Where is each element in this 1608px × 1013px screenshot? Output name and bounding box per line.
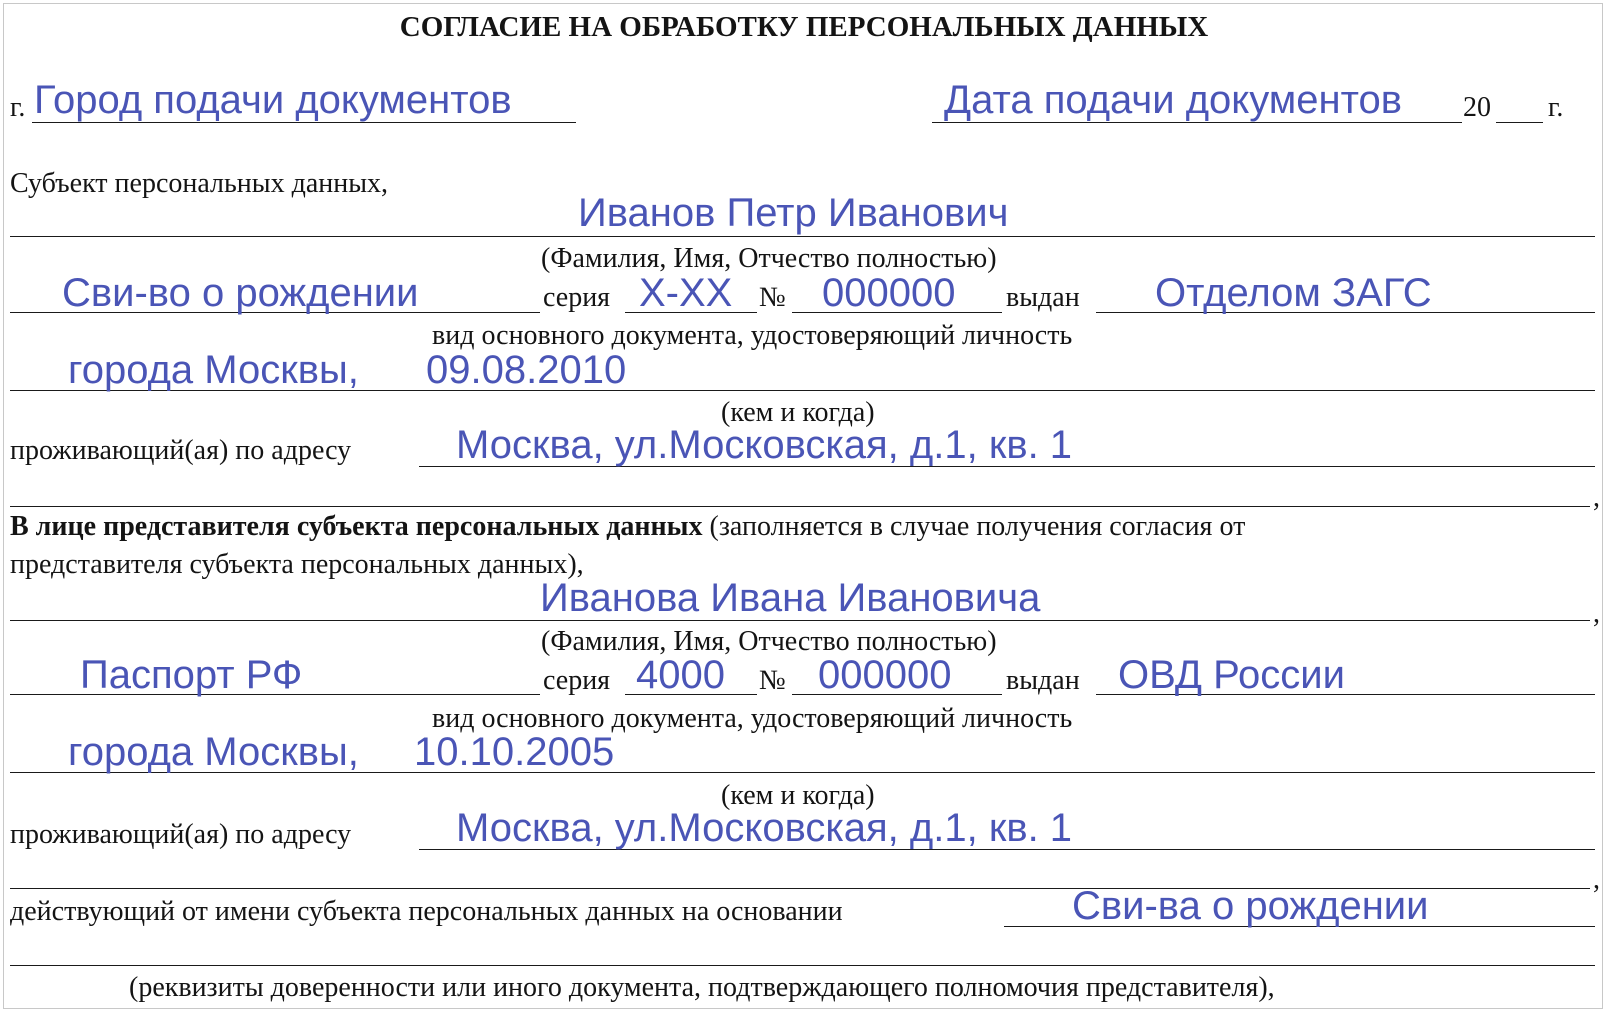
representative-number: 000000 [818, 653, 952, 697]
basis-value: Сви-ва о рождении [1072, 884, 1429, 928]
representative-name-comma: , [1593, 598, 1600, 629]
representative-intro-rest: (заполняется в случае получения согласия от [702, 511, 1246, 542]
subject-number-label: № [759, 282, 786, 313]
subject-full-name: Иванов Петр Иванович [578, 191, 1009, 235]
subject-number: 000000 [822, 271, 956, 315]
subject-doc-caption: вид основного документа, удостоверяющий личность [432, 320, 1073, 351]
subject-issued-city: города Москвы, [68, 348, 359, 392]
representative-issued-city: города Москвы, [68, 730, 359, 774]
representative-issued-by: ОВД России [1118, 653, 1345, 697]
representative-full-name: Иванова Ивана Ивановича [540, 576, 1041, 620]
representative-line-comma: , [1593, 864, 1600, 895]
year-prefix: 20 [1463, 92, 1491, 123]
subject-name-underline [10, 236, 1595, 237]
subject-issued-by: Отделом ЗАГС [1155, 271, 1432, 315]
representative-address: Москва, ул.Московская, д.1, кв. 1 [456, 806, 1073, 850]
representative-issue-caption: (кем и когда) [721, 780, 875, 811]
representative-name-caption: (Фамилия, Имя, Отчество полностью) [541, 626, 997, 657]
representative-series: 4000 [636, 653, 725, 697]
date-value: Дата подачи документов [944, 78, 1403, 122]
representative-intro-line2: представителя субъекта персональных данных), [10, 549, 584, 580]
document-title: СОГЛАСИЕ НА ОБРАБОТКУ ПЕРСОНАЛЬНЫХ ДАННЫХ [399, 11, 1209, 43]
subject-address-label: проживающий(ая) по адресу [10, 435, 352, 466]
subject-issue-caption: (кем и когда) [721, 397, 875, 428]
year-suffix: г. [1548, 92, 1564, 123]
basis-label: действующий от имени субъекта персональных данных на основании [10, 896, 843, 927]
representative-intro-bold: В лице представителя субъекта персональных данных [10, 511, 703, 542]
subject-issued-label: выдан [1006, 282, 1080, 313]
subject-name-caption: (Фамилия, Имя, Отчество полностью) [541, 243, 997, 274]
basis-caption: (реквизиты доверенности или иного документа, подтверждающего полномочия представителя), [129, 972, 1275, 1003]
representative-number-label: № [759, 665, 786, 696]
representative-name-underline [10, 620, 1590, 621]
representative-series-label: серия [543, 665, 611, 696]
subject-series-label: серия [543, 282, 611, 313]
representative-doc-caption: вид основного документа, удостоверяющий личность [432, 703, 1073, 734]
representative-doc-type: Паспорт РФ [80, 653, 303, 697]
subject-intro: Субъект персональных данных, [10, 168, 389, 199]
subject-line-comma: , [1593, 482, 1600, 513]
subject-issue-date: 09.08.2010 [426, 348, 627, 392]
city-prefix: г. [10, 92, 26, 123]
subject-extra-underline [10, 506, 1590, 507]
subject-address: Москва, ул.Московская, д.1, кв. 1 [456, 423, 1073, 467]
date-underline [932, 122, 1462, 123]
year-underline [1496, 122, 1543, 123]
representative-issue-date: 10.10.2005 [414, 730, 615, 774]
subject-series: Х-ХХ [639, 271, 733, 315]
representative-issued-label: выдан [1006, 665, 1080, 696]
representative-address-label: проживающий(ая) по адресу [10, 819, 352, 850]
representative-intro [10, 513, 1245, 541]
city-value: Город подачи документов [34, 78, 512, 122]
subject-doc-type: Сви-во о рождении [62, 271, 419, 315]
basis-extra-underline [10, 965, 1595, 966]
city-underline [32, 122, 576, 123]
